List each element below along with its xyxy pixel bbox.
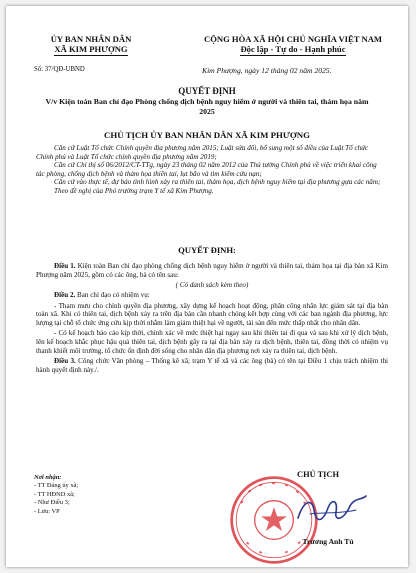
signer-name: Trương Anh Tú [302,537,354,546]
legal-basis: Theo đề nghị của Phó trưởng trạm Y tế xã Kim Phượng. [54,186,214,195]
legal-basis: Căn cứ Luật Tổ chức Chính quyền địa phương năm 2015; Luật sửa đổi, bổ sung một số điều của Luật Tổ chức Chính phủ và Luật Tổ chức chính quyền địa phương năm 2019; [36,144,369,161]
article-2-duty-1: - Tham mưu cho chính quyền địa phương, xây dựng kế hoạch hoạt động, phân công nhân lực giám sát tại địa bàn toàn xã. Khi có thiên tai, dịch bệnh xảy ra trên địa bàn cần nhanh chóng kết hợp cùng với các ban ngành địa phương, lực lượng tại chỗ tổ chức ứng cứu kịp thời nhằm làm giảm thiệt hại về người, tài sản đến mức thấp nhất cho nhân dân. [36,301,388,327]
recipient-item: - TT HĐND xã; [34,490,75,498]
org-line-2: XÃ KIM PHƯỢNG [54,44,128,54]
recipients-heading: Nơi nhận: [34,474,62,481]
article-1-text: Kiện toàn Ban chỉ đạo phòng chống dịch bệnh nguy hiểm ở người và thiên tai, thảm họa tại địa bàn xã Kim Phượng năm 2025, gồm có các ông, bà có tên sau: [36,262,388,279]
nation-line-1: CỘNG HÒA XÃ HỘI CHỦ NGHĨA VIỆT NAM [203,34,383,44]
recipient-item: - TT Đảng ủy xã; [34,482,79,490]
article-3-label: Điều 3. [54,357,76,365]
article-1 [36,262,388,279]
legal-bases [36,144,386,196]
articles [36,262,388,376]
signature-icon [292,490,372,530]
recipient-item: - Lưu: VP [34,507,60,515]
article-2-duty-2: - Có kế hoạch báo cáo kịp thời, chính xác về mức thiệt hại ngay sau khi thiên tai đi qua và sau khi xử lý dịch bệnh, lên kế hoạch khắc phục hậu quả thiên tai, dịch bệnh gây ra tại địa bàn xảy ra dịch bệnh, thiên tai, đồng thời có nhiệm vụ thanh khiết môi trường, tổ chức ổn định đời sống cho nhân dân địa phương nơi xảy ra thiên tai, dịch bệnh. [36,329,388,355]
nation-line-2: Độc lập - Tự do - Hạnh phúc [240,44,346,54]
document-page [6,6,408,567]
legal-basis: Căn cứ Chỉ thị số 06/2012/CT-TTg, ngày 23 tháng 02 năm 2012 của Thủ tướng Chính phủ về việc triển khai công tác phòng, chống dịch bệnh và thảm họa thiên tai, lụt bão và tìm kiếm cứu nạn; [36,161,377,178]
article-2 [36,291,388,300]
issuing-org [6,34,176,56]
recipients [34,474,78,516]
article-2-text: Ban chỉ đạo có nhiệm vụ: [75,291,150,300]
legal-basis: Căn cứ vào thực tế, dự báo tình hình xảy ra thiên tai, thảm họa, dịch bệnh nguy hiểm tại địa phương gựa các năm; [54,178,381,187]
recipient-item: - Như Điều 3; [34,499,70,507]
national-motto [182,34,404,56]
article-1-note: ( Có danh sách kèm theo) [175,281,249,289]
document-title: QUYẾT ĐỊNH [178,86,236,96]
article-2-label: Điều 2. [54,291,76,300]
article-3-text: Công chức Văn phòng – Thống kê xã; trạm Y tế xã và các ông (bà) có tên tại Điều 1 chịu trách nhiệm thi hành quyết định này./. [36,357,389,374]
document-number: Số: 37/QĐ-UBND [34,66,85,73]
document-subject: V/v Kiện toàn Ban chỉ đạo Phòng chống dịch bệnh nguy hiểm ở người và thiên tai, thảm họa năm 2025 [45,97,369,116]
article-1-label: Điều 1. [54,262,76,270]
authority-heading: CHỦ TỊCH ỦY BAN NHÂN DÂN XÃ KIM PHƯỢNG [104,130,310,140]
signer-title: CHỦ TỊCH [297,470,339,479]
org-line-1: ỦY BAN NHÂN DÂN [50,34,132,44]
place-date: Kim Phượng, ngày 12 tháng 02 năm 2025. [202,66,332,75]
decides-heading: QUYẾT ĐỊNH: [178,245,236,255]
article-3 [36,357,388,374]
